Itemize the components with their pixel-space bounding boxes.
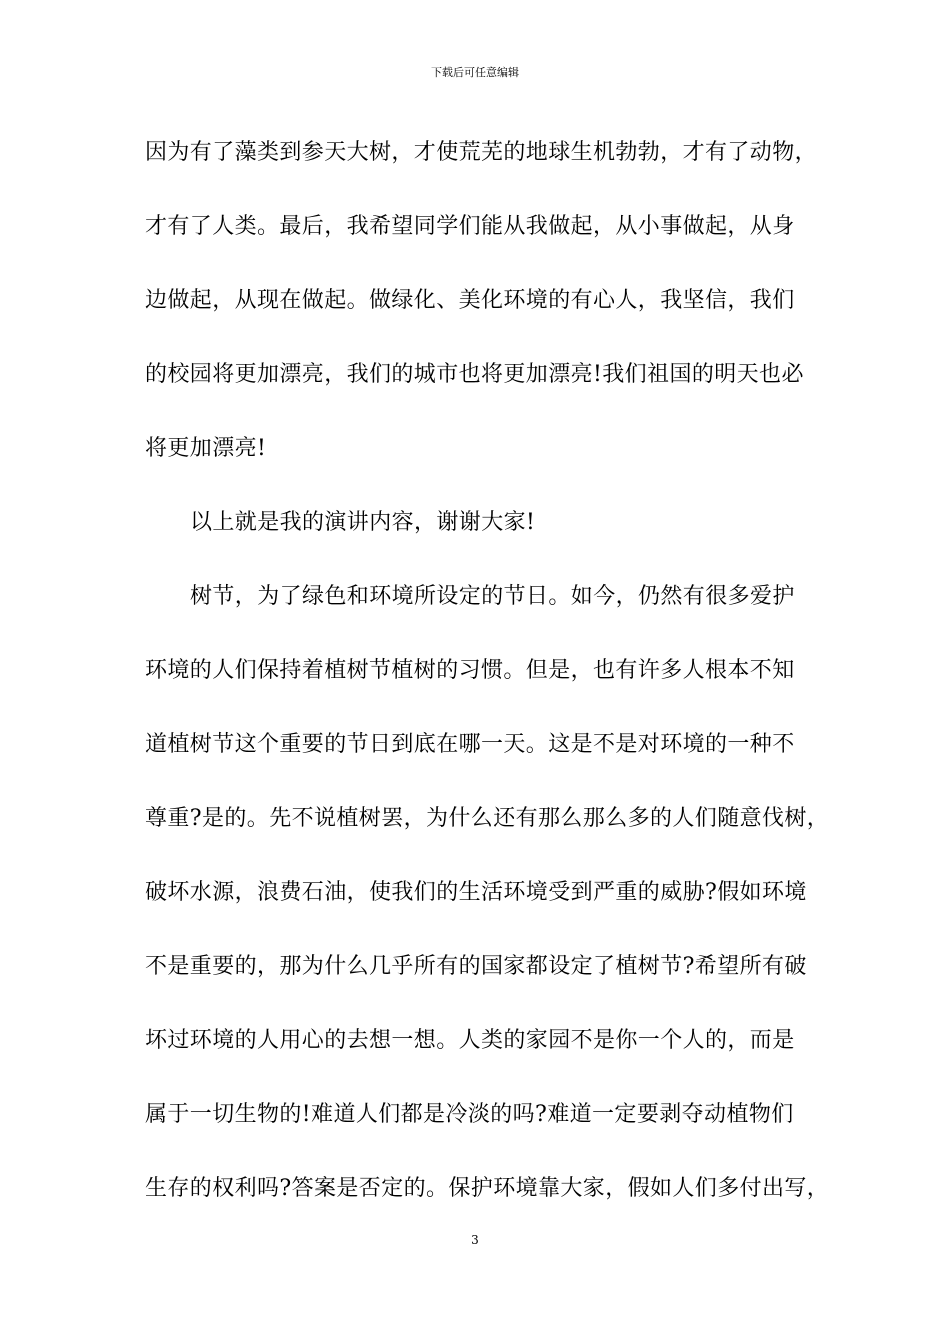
- page-number: 3: [471, 1233, 479, 1247]
- closing-paragraph: 以上就是我的演讲内容，谢谢大家!: [190, 510, 536, 535]
- body-text-line: 生存的权利吗?答案是否定的。保护环境靠大家，假如人们多付出写，: [145, 1176, 830, 1201]
- body-text-line: 尊重?是的。先不说植树罢，为什么还有那么那么多的人们随意伐树，: [145, 806, 830, 831]
- body-text-line: 边做起，从现在做起。做绿化、美化环境的有心人，我坚信，我们: [145, 288, 795, 313]
- body-text-line: 属于一切生物的!难道人们都是冷淡的吗?难道一定要剥夺动植物们: [145, 1102, 794, 1127]
- body-text-line: 道植树节这个重要的节日到底在哪一天。这是不是对环境的一种不: [145, 732, 795, 757]
- body-text-line: 不是重要的，那为什么几乎所有的国家都设定了植树节?希望所有破: [145, 954, 807, 979]
- paragraph-start-line: 树节，为了绿色和环境所设定的节日。如今，仍然有很多爱护: [190, 584, 795, 609]
- body-text-line: 的校园将更加漂亮，我们的城市也将更加漂亮!我们祖国的明天也必: [145, 362, 804, 387]
- body-text-line: 环境的人们保持着植树节植树的习惯。但是，也有许多人根本不知: [145, 658, 795, 683]
- body-text-line: 因为有了藻类到参天大树，才使荒芜的地球生机勃勃，才有了动物，: [145, 140, 818, 165]
- body-text-line: 将更加漂亮!: [145, 436, 267, 461]
- page-header: 下载后可任意编辑: [431, 66, 519, 79]
- body-text-line: 坏过环境的人用心的去想一想。人类的家园不是你一个人的，而是: [145, 1028, 795, 1053]
- body-text-line: 才有了人类。最后，我希望同学们能从我做起，从小事做起，从身: [145, 214, 795, 239]
- body-text-line: 破坏水源，浪费石油，使我们的生活环境受到严重的威胁?假如环境: [145, 880, 807, 905]
